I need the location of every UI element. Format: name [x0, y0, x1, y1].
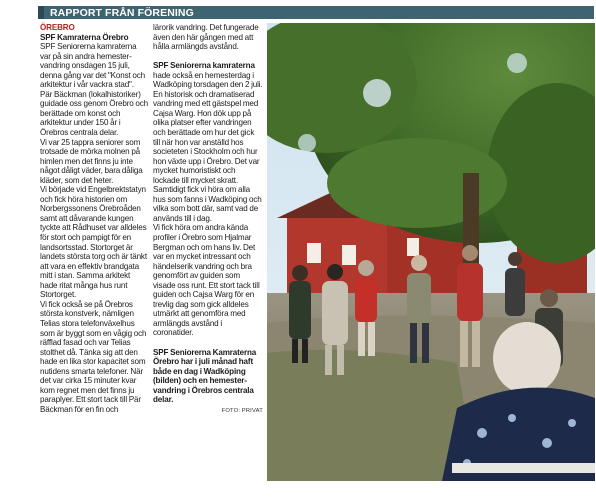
article-paragraph: Vi fick också se på Örebros största konstverk, nämligen Telias stora telefonväxelhus som är byggt som en vågig och räfflad fasad och var Telias stolthet då. Tänka sig att den hade en lika stor kapacitet som nutidens smarta telefoner. När det var cirka 15 minuter kvar kom regnet men det finns ju paraplyer. Ett stort tack till Pär Bäckman för en fin och: [40, 299, 147, 414]
section-header-bar: [38, 6, 594, 19]
section-title: RAPPORT FRÅN FÖRENING: [50, 6, 194, 19]
article-column-2: [153, 23, 263, 416]
article-subhead: SPF Kamraterna Örebro: [40, 32, 129, 42]
photo-credit: FOTO: PRIVAT: [221, 407, 263, 414]
photo-caption: SPF Seniorerna Kamraterna Örebro har i juli månad haft både en dag i Wadköping (bilden) och en hemester-vandring i Örebros centrala delar.: [153, 347, 257, 405]
paragraph-body: hade också en hemesterdag i Wadköping torsdagen den 2 juli. En historisk och dramatiserad vandring med ett gästspel med Cajsa Warg. Hon dök upp på olika platser efter vandringen och berättade om hur det gick till när hon var anställd hos societeten i Stockholm och hur hon växte upp i Örebro. Det var mycket humoristiskt och lockade till mycket skratt. Samtidigt fick vi höra om alla hus som fanns i Wadköping och vilka som bott där, samt vad de används till i dag.: [153, 70, 263, 223]
article-column-1: [40, 23, 148, 414]
header-marker: [38, 6, 44, 19]
article-paragraph: Vi började vid Engelbrektstatyn och fick höra historien om Norbergssonens Örebroåden samt att dåvarande kungen tyckte att Rådhuset var alldeles för stort och pampigt för en landsortsstad. Stortorget är landets största torg och är tänkt att vara en effektiv brandgata mitt i stan. Samma arkitekt hade ritat många hus runt Stortorget.: [40, 185, 147, 300]
article-paragraph: Vi var 25 tappra seniorer som trotsade de mörka molnen på himlen men det finns ju inte något dåligt väder, bara dåliga kläder, som det heter.: [40, 137, 143, 185]
dateline: ÖREBRO: [40, 23, 75, 32]
article-paragraph-with-lead: [153, 61, 263, 223]
article-paragraph: Pär Bäckman (lokalhistoriker) guidade oss genom Örebro och berättade om konst och arkitektur under 150 år i Örebros centrala delar.: [40, 89, 148, 138]
article-paragraph: Vi fick höra om andra kända profiler i Örebro som Hjalmar Bergman och om hans liv. Det var en mycket intressant och händelserik vandring och bra genomfört av guiden som visade oss runt. Ett stort tack till guiden och Cajsa Warg för en trevlig dag som gick alldeles utmärkt att genomföra med armlängds avstånd i coronatider.: [153, 223, 260, 338]
group-walk-photo: [267, 23, 595, 481]
photo-illustration: [267, 23, 595, 481]
paragraph-lead: SPF Seniorerna kamraterna: [153, 61, 255, 71]
article-paragraph: lärorik vandring. Det fungerade även den här gången med att hålla armlängds avstånd.: [153, 23, 259, 52]
article-paragraph: SPF Seniorerna kamraterna var på sin andra hemester-vandring onsdagen 15 juli, denna gång var det "Konst och arkitektur i vår vackra stad".: [40, 42, 146, 90]
